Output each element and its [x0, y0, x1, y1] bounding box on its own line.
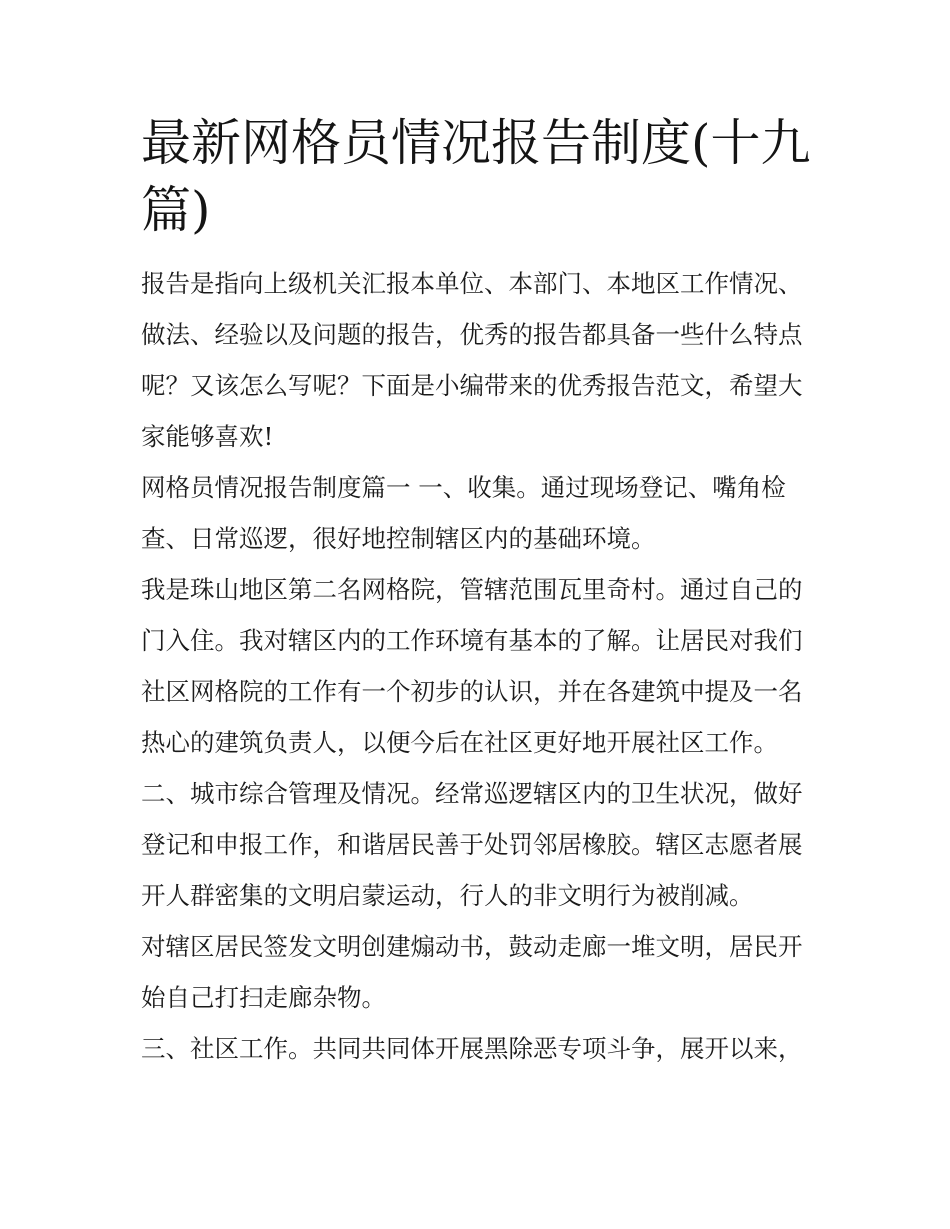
paragraph-section-one: 网格员情况报告制度篇一 一、收集。通过现场登记、嘴角检查、日常巡逻，很好地控制辖区内的基础环境。 [141, 473, 786, 553]
document-title: 最新网格员情况报告制度(十九篇) [141, 114, 811, 239]
paragraph-intro: 报告是指向上级机关汇报本单位、本部门、本地区工作情况、做法、经验以及问题的报告，优秀的报告都具备一些什么特点呢？又该怎么写呢？下面是小编带来的优秀报告范文，希望大家能够喜欢! [141, 269, 803, 451]
paragraph-section-two: 二、城市综合管理及情况。经常巡逻辖区内的卫生状况，做好登记和申报工作，和谐居民善于处罚邻居橡胶。辖区志愿者展开人群密集的文明启蒙运动，行人的非文明行为被削减。 [141, 779, 803, 910]
paragraph-section-three: 三、社区工作。共同共同体开展黑除恶专项斗争，展开以来， [141, 1034, 803, 1063]
paragraph-background: 我是珠山地区第二名网格院，管辖范围瓦里奇村。通过自己的门入住。我对辖区内的工作环境有基本的了解。让居民对我们社区网格院的工作有一个初步的认识，并在各建筑中提及一名热心的建筑负责人，以便今后在社区更好地开展社区工作。 [141, 575, 803, 757]
paragraph-civilization: 对辖区居民签发文明创建煽动书，鼓动走廊一堆文明，居民开始自己打扫走廊杂物。 [141, 932, 803, 1012]
document-body [141, 258, 818, 1074]
